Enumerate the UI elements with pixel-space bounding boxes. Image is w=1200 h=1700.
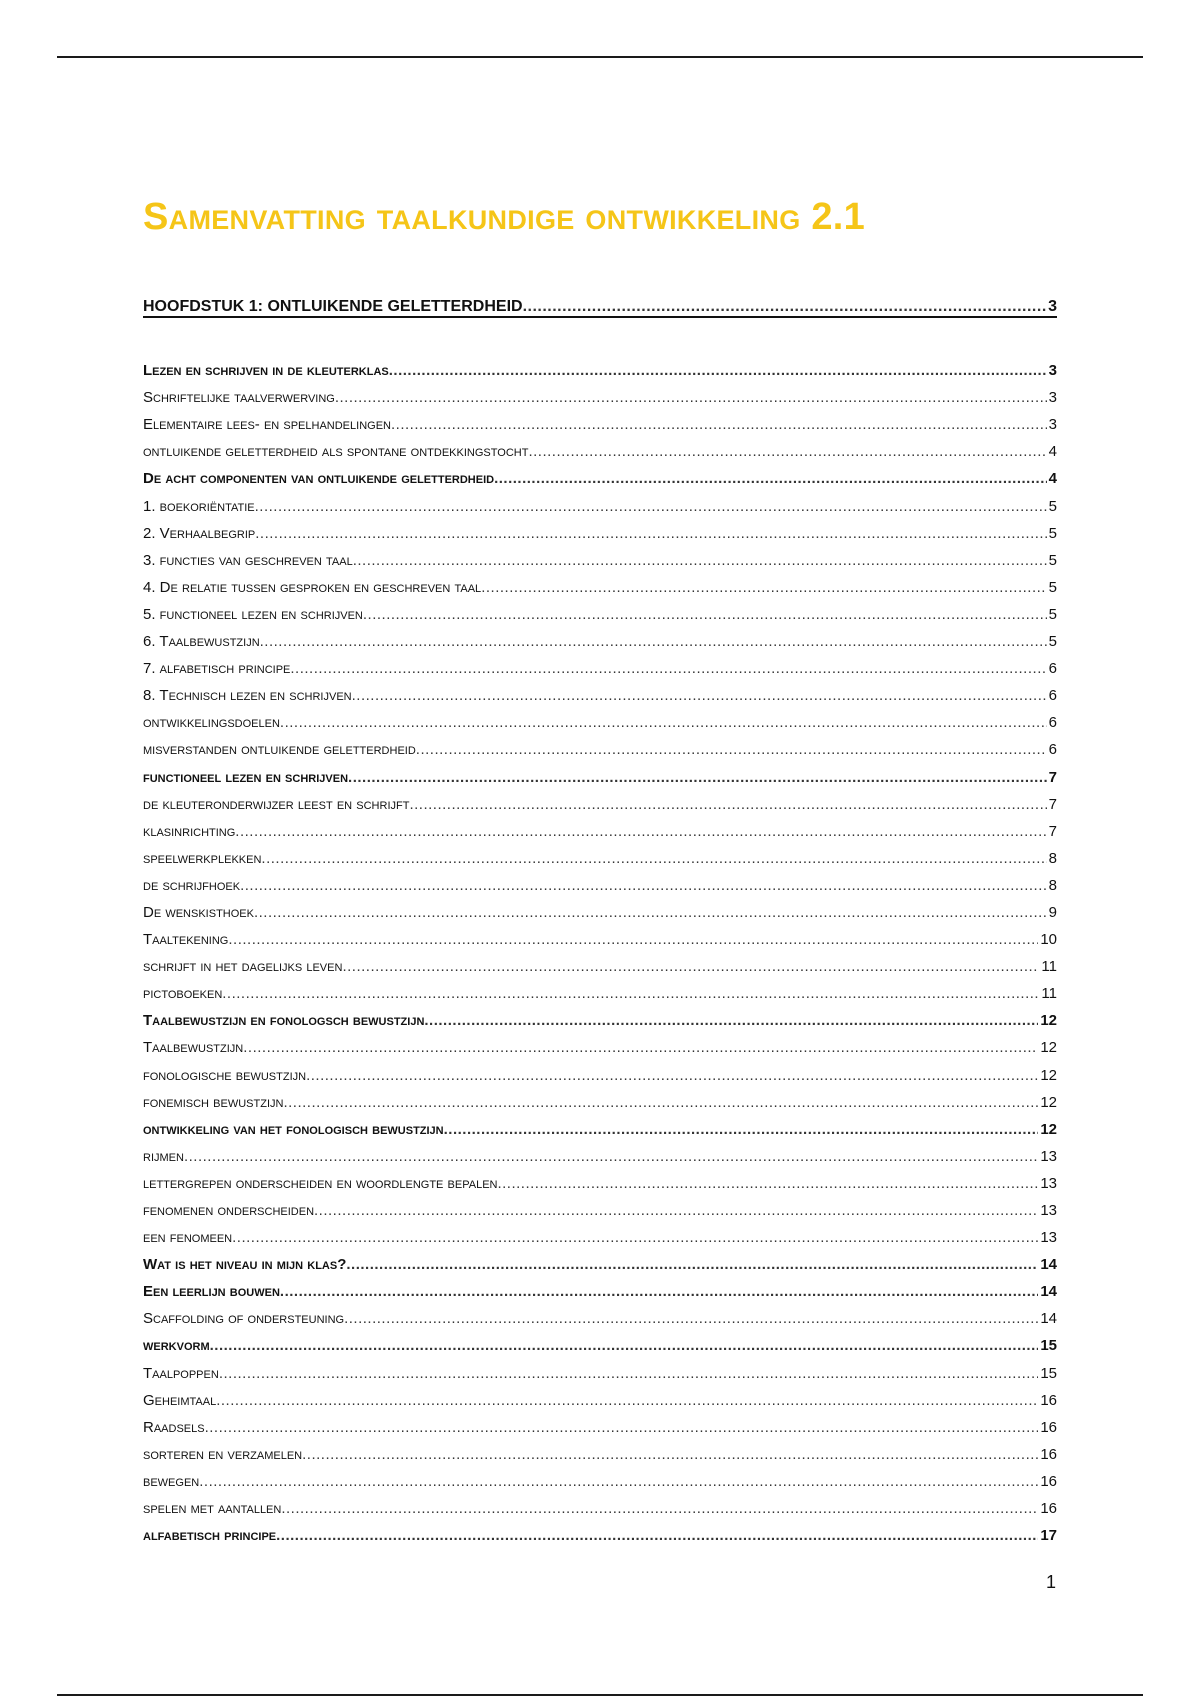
toc-entry-label: ontluikende geletterdheid als spontane ontdekkingstocht	[143, 443, 529, 461]
toc-entry-page: 5	[1048, 633, 1057, 651]
toc-entry[interactable]	[143, 1382, 1057, 1409]
toc-entry-label: De acht componenten van ontluikende geletterdheid	[143, 470, 495, 488]
toc-entry-label: fenomenen onderscheiden	[143, 1202, 315, 1219]
toc-leader-dots	[344, 1310, 1038, 1327]
toc-entry[interactable]	[143, 840, 1057, 867]
toc-entry-label: Raadsels	[143, 1418, 205, 1436]
toc-entry-page: 4	[1048, 443, 1057, 461]
toc-entry-page: 5	[1048, 578, 1057, 596]
toc-entry-label: fonemisch bewustzijn	[143, 1093, 284, 1111]
toc-leader-dots	[342, 958, 1039, 975]
toc-leader-dots	[353, 552, 1047, 569]
toc-entry-page: 13	[1040, 1174, 1057, 1192]
toc-entry-label: 5. functioneel lezen en schrijven	[143, 605, 363, 623]
toc-entry-label: HOOFDSTUK 1: ONTLUIKENDE GELETTERDHEID	[143, 298, 523, 315]
toc-leader-dots	[523, 298, 1047, 316]
toc-entry[interactable]	[143, 1246, 1057, 1273]
toc-entry[interactable]	[143, 1490, 1057, 1517]
toc-entry-page: 16	[1040, 1445, 1057, 1463]
toc-entry-page: 11	[1041, 958, 1057, 976]
toc-entry[interactable]	[143, 677, 1057, 704]
toc-entry[interactable]	[143, 515, 1057, 542]
toc-entry[interactable]	[143, 948, 1057, 975]
toc-entry-label: Taalpoppen	[143, 1364, 219, 1382]
toc-entry[interactable]	[143, 1219, 1057, 1246]
toc-entry-page: 5	[1048, 497, 1057, 515]
toc-entry-label: Taalbewustzijn	[143, 1039, 244, 1057]
toc-entry-page: 12	[1040, 1066, 1057, 1084]
document-title: Samenvatting taalkundige ontwikkeling 2.1	[143, 196, 866, 238]
toc-entry-page: 14	[1040, 1283, 1057, 1301]
toc-entry[interactable]	[143, 1273, 1057, 1300]
toc-entry-label: Scaffolding of ondersteuning	[143, 1310, 345, 1328]
toc-entry[interactable]	[143, 894, 1057, 921]
toc-entry-page: 10	[1040, 931, 1057, 949]
toc-leader-dots	[424, 1012, 1038, 1029]
toc-entry[interactable]	[143, 1463, 1057, 1490]
toc-leader-dots	[389, 362, 1047, 379]
toc-entry-label: 2. Verhaalbegrip	[143, 524, 256, 542]
toc-entry[interactable]	[143, 1300, 1057, 1327]
toc-entry-page: 5	[1048, 605, 1057, 623]
toc-entry-page: 16	[1040, 1391, 1057, 1409]
toc-leader-dots	[416, 741, 1047, 758]
toc-entry-label: de schrijfhoek	[143, 876, 241, 894]
toc-entry-page: 12	[1040, 1093, 1057, 1111]
toc-leader-dots	[352, 687, 1047, 704]
toc-entry-label: bewegen	[143, 1472, 200, 1490]
toc-entry-label: pictoboeken	[143, 985, 223, 1003]
toc-entry-page: 3	[1048, 416, 1057, 434]
toc-leader-dots	[528, 443, 1046, 460]
toc-entry[interactable]	[143, 704, 1057, 731]
toc-entry-label: lettergrepen onderscheiden en woordlengte bepalen	[143, 1174, 498, 1192]
toc-leader-dots	[261, 850, 1046, 867]
toc-leader-dots	[255, 498, 1047, 515]
toc-entry-label: een fenomeen	[143, 1229, 233, 1247]
toc-entry-page: 11	[1041, 985, 1057, 1003]
toc-leader-dots	[280, 714, 1047, 731]
toc-entry[interactable]	[143, 1138, 1057, 1165]
toc-entry-page: 15	[1040, 1337, 1057, 1355]
toc-leader-dots	[335, 389, 1047, 406]
toc-entry-label: werkvorm	[143, 1337, 210, 1355]
toc-entry-label: rijmen	[143, 1147, 184, 1165]
toc-leader-dots	[346, 1256, 1038, 1273]
toc-entry[interactable]	[143, 569, 1057, 596]
toc-entry-label: misverstanden ontluikende geletterdheid	[143, 741, 416, 759]
toc-leader-dots	[391, 416, 1047, 433]
toc-entry-page: 8	[1048, 876, 1057, 894]
toc-entry-label: de kleuteronderwijzer leest en schrijft	[143, 795, 410, 813]
toc-entry-label: 3. functies van geschreven taal	[143, 551, 353, 569]
toc-leader-dots	[363, 606, 1047, 623]
toc-leader-dots	[276, 1527, 1038, 1544]
toc-entry-label: fonologische bewustzijn	[143, 1066, 307, 1084]
toc-entry[interactable]	[143, 623, 1057, 650]
toc-leader-dots	[281, 1500, 1038, 1517]
toc-entry[interactable]	[143, 813, 1057, 840]
toc-entry[interactable]	[143, 487, 1057, 514]
toc-entry-page: 4	[1048, 470, 1057, 488]
toc-leader-dots	[409, 796, 1046, 813]
toc-entry-page: 17	[1040, 1527, 1057, 1545]
toc-leader-dots	[494, 470, 1047, 487]
toc-entry-page: 15	[1040, 1364, 1057, 1382]
toc-entry-label: Wat is het niveau in mijn klas?	[143, 1256, 347, 1274]
toc-entry-label: 7. alfabetisch principe	[143, 660, 291, 678]
toc-entry-page: 3	[1048, 362, 1057, 380]
toc-entry-label: alfabetisch principe	[143, 1527, 277, 1545]
toc-entry[interactable]	[143, 921, 1057, 948]
toc-leader-dots	[199, 1473, 1038, 1490]
toc-entry-page: 12	[1040, 1120, 1057, 1138]
toc-leader-dots	[306, 1067, 1038, 1084]
toc-entry[interactable]	[143, 786, 1057, 813]
toc-entry-label: Geheimtaal	[143, 1391, 217, 1409]
toc-entry-page: 16	[1040, 1500, 1057, 1518]
toc-entry[interactable]	[143, 1517, 1057, 1544]
toc-entry-label: Taalbewustzijn en fonologsch bewustzijn	[143, 1012, 425, 1030]
toc-leader-dots	[280, 1283, 1038, 1300]
toc-entry-page: 7	[1048, 795, 1057, 813]
toc-entry[interactable]	[143, 352, 1057, 379]
toc-entry[interactable]	[143, 542, 1057, 569]
toc-entry[interactable]	[143, 596, 1057, 623]
toc-entry[interactable]	[143, 731, 1057, 758]
toc-entry-page: 14	[1040, 1256, 1057, 1274]
toc-entry-page: 13	[1040, 1229, 1057, 1247]
toc-entry-label: 4. De relatie tussen gesproken en geschreven taal	[143, 578, 482, 596]
page-number: 1	[1045, 1572, 1056, 1592]
toc-entry[interactable]	[143, 460, 1057, 487]
toc-entry-page: 16	[1040, 1418, 1057, 1436]
toc-entry-page: 9	[1048, 903, 1057, 921]
toc-entry[interactable]	[143, 1327, 1057, 1354]
toc-leader-dots	[243, 1039, 1038, 1056]
toc-entry[interactable]	[143, 1111, 1057, 1138]
toc-leader-dots	[444, 1121, 1039, 1138]
toc-entry-page: 6	[1048, 714, 1057, 732]
toc-leader-dots	[260, 633, 1047, 650]
toc-leader-dots	[255, 525, 1046, 542]
toc-leader-dots	[481, 579, 1046, 596]
toc-entry-label: 8. Technisch lezen en schrijven	[143, 687, 352, 705]
toc-entry-page: 16	[1040, 1472, 1057, 1490]
toc-entry[interactable]	[143, 1436, 1057, 1463]
toc-entry-label: Schriftelijke taalverwerving	[143, 389, 335, 407]
toc-entry-label: klasinrichting	[143, 822, 236, 840]
toc-leader-dots	[302, 1446, 1038, 1463]
toc-entry[interactable]	[143, 1056, 1057, 1083]
toc-entry-page: 12	[1040, 1012, 1057, 1030]
toc-entry-page: 5	[1048, 524, 1057, 542]
toc-leader-dots	[222, 985, 1039, 1002]
toc-entry[interactable]	[143, 1192, 1057, 1219]
toc-entry[interactable]	[143, 1409, 1057, 1436]
toc-leader-dots	[210, 1337, 1039, 1354]
toc-leader-dots	[216, 1392, 1038, 1409]
toc-leader-dots	[184, 1148, 1038, 1165]
toc-entry-label: schrijft in het dagelijks leven	[143, 958, 343, 976]
toc-entry[interactable]	[143, 1084, 1057, 1111]
toc-entry-page: 7	[1048, 822, 1057, 840]
toc-entry-label: speelwerkplekken	[143, 849, 262, 867]
toc-entry-label: Lezen en schrijven in de kleuterklas	[143, 362, 389, 380]
toc-leader-dots	[205, 1419, 1039, 1436]
footer-rule	[57, 1694, 1143, 1696]
toc-entry-page: 13	[1040, 1202, 1057, 1219]
toc-entry[interactable]	[143, 867, 1057, 894]
toc-entry-page: 13	[1040, 1147, 1057, 1165]
toc-entry[interactable]	[143, 1002, 1057, 1029]
toc-entry-page: 7	[1048, 768, 1057, 786]
toc-leader-dots	[254, 904, 1047, 921]
toc-entry-label: sorteren en verzamelen	[143, 1445, 303, 1463]
toc-entry[interactable]	[143, 433, 1057, 460]
toc-entry-label: Taaltekening	[143, 931, 229, 949]
toc-entry-chapter[interactable]	[143, 286, 1057, 318]
toc-entry-page: 14	[1040, 1310, 1057, 1328]
toc-entry-page: 8	[1048, 849, 1057, 867]
toc-entry-page: 12	[1040, 1039, 1057, 1057]
toc-entry-page: 5	[1048, 551, 1057, 569]
toc-entry-page: 6	[1048, 741, 1057, 759]
toc-entry-label: ontwikkeling van het fonologisch bewustzijn	[143, 1120, 444, 1138]
toc-entry-label: 1. boekoriëntatie	[143, 497, 255, 515]
toc-chapter	[143, 286, 1057, 318]
toc-entry[interactable]	[143, 379, 1057, 406]
header-rule	[57, 56, 1143, 58]
toc-entry[interactable]	[143, 1165, 1057, 1192]
toc-entry-label: functioneel lezen en schrijven	[143, 768, 349, 786]
toc-entry-page: 6	[1048, 660, 1057, 678]
toc-leader-dots	[240, 877, 1047, 894]
toc-leader-dots	[232, 1229, 1038, 1246]
toc-entry[interactable]	[143, 1029, 1057, 1056]
toc-entry-page: 3	[1048, 298, 1057, 315]
toc-leader-dots	[235, 823, 1046, 840]
toc-entry-label: 6. Taalbewustzijn	[143, 633, 260, 651]
toc-entry-page: 6	[1048, 687, 1057, 705]
toc-entry[interactable]	[143, 406, 1057, 433]
toc-leader-dots	[290, 660, 1046, 677]
toc-leader-dots	[497, 1175, 1038, 1192]
toc-entry-page: 3	[1048, 389, 1057, 407]
toc-leader-dots	[314, 1202, 1038, 1219]
table-of-contents	[143, 352, 1057, 1544]
toc-entry-label: spelen met aantallen	[143, 1500, 282, 1518]
toc-entry[interactable]	[143, 975, 1057, 1002]
toc-entry[interactable]	[143, 758, 1057, 785]
toc-entry-label: ontwikkelingsdoelen	[143, 714, 280, 732]
toc-leader-dots	[283, 1094, 1038, 1111]
toc-entry[interactable]	[143, 650, 1057, 677]
toc-leader-dots	[228, 931, 1038, 948]
toc-entry-label: Een leerlijn bouwen	[143, 1283, 280, 1301]
toc-leader-dots	[348, 769, 1047, 786]
toc-leader-dots	[219, 1365, 1039, 1382]
toc-entry[interactable]	[143, 1354, 1057, 1381]
toc-entry-label: De wenskisthoek	[143, 903, 254, 921]
toc-entry-label: Elementaire lees- en spelhandelingen	[143, 416, 391, 434]
